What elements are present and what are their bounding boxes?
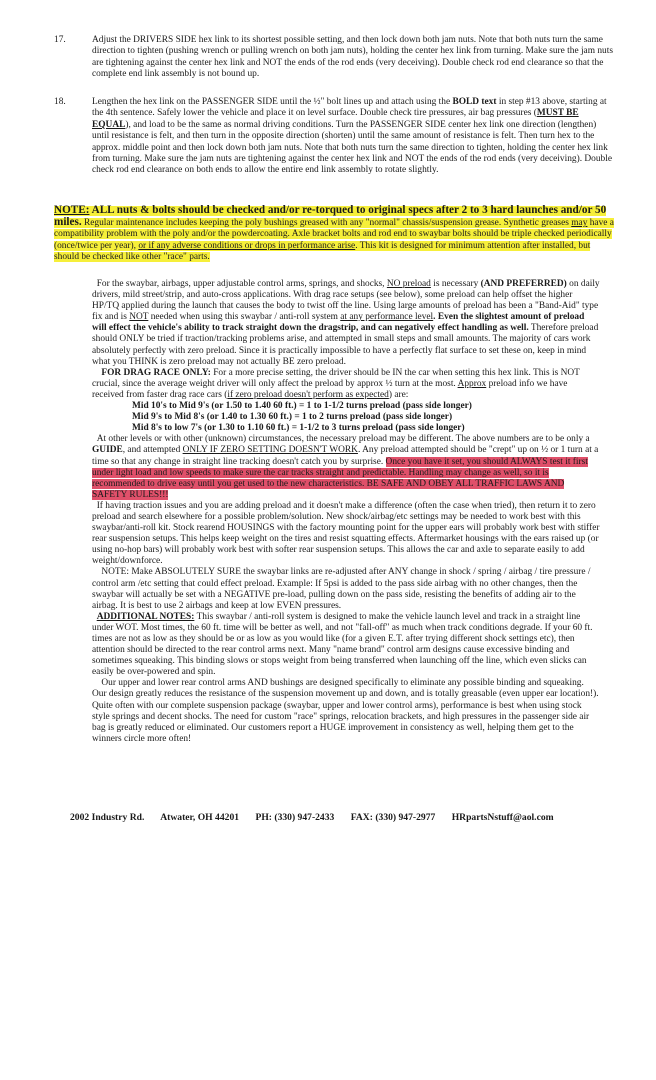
step-bold-text: BOLD text [452,97,497,107]
note-lead: ALL nuts & bolts should be checked and/or re-torqued to original specs after 2 to 3 hard launches and/or 50 miles. [54,204,607,229]
note-text: . This kit is designed for minimum attention after installed, but should be checked like other "race" parts. [54,240,591,262]
footer-city: Atwater, OH 44201 [160,812,240,823]
paragraph-preload-intro: For the swaybar, airbags, upper adjustable control arms, springs, and shocks, NO preload is necessary (AND PREFERRED) on daily drivers, mild street/strip, and auto-cross applications. With drag race setups (see below), some preload can help offset the higher HP/TQ applied during the launch that causes the body to twist off the line. Using large amounts of preload has been a "Band-Aid" type fix and is NOT needed when using this swaybar / anti-roll system at any performance level. Even the slightest amount of preload will effect the vehicle's ability to track straight down the dragstrip, and can negatively effect handling as well. Therefore preload should ONLY be tried if traction/tracking problems arise, and attempted in small steps and small amounts. The majority of cars work absolutely perfectly with zero preload. Since it is practically impossible to have a perfectly flat surface to set these on, keep in mind what you THINK is zero preload may not actually BE zero preload. [92,279,600,367]
safety-warning: Once you have it set, you should ALWAYS test it first under light load and low speeds to make sure the car tracks straight and predictable. Handling may change as well, so it is recommended to drive easy until you get used to the new characteristics. BE SAFE AND OBEY ALL TRAFFIC LAWS AND SAFETY RULES!!! [92,456,588,500]
maintenance-note [54,205,616,263]
paragraph-control-arms: Our upper and lower rear control arms AND bushings are designed specifically to eliminate any possible binding and squeaking. Our design greatly reduces the resistance of the suspension movement up and down, and is totally greasable (even upper ear location!). Quite often with our complete suspension package (swaybar, upper and lower control arms), performance is best when using stock style springs and decent shocks. The need for custom "race" springs, relocation brackets, and high pressures in the passenger side air bag is greatly reduced or eliminated. Our customers report a HUGE improvement in consistency as well, helping them get to the winners circle more often! [92,678,599,744]
note-text: have a compatibility problem with the poly and/or the powdercoating. Axle bracket bolts and rod end to swaybar bolts should be triple checked periodically (once/twice per year), [54,218,614,251]
note-may: may [571,218,588,229]
preload-row: Mid 9's to Mid 8's (or 1.40 to 1.30 60 ft.) = 1 to 2 turns preload (pass side longer) [132,412,453,423]
note-text: Regular maintenance includes keeping the poly bushings greased with any "normal" chassis/suspension grease. Synthetic greases [84,218,569,229]
step-text-part: ), and load to be the same as normal driving conditions. Turn the PASSENGER SIDE center hex link one direction (lengthen) until resistance is felt, and then turn in the opposite direction (shorten) until the same amount of resistance is felt. Then turn hex to the approx. middle point and then lock down both jam nuts. Note that both nuts turn the same direction to tighten, holding the center hex link from turning. Make sure the jam nuts are tightening against the center hex link and NOT the ends of the rod ends (very deceiving). Double check rod end clearance on both ends to allow the entire end link assembly to rotate slightly. [92,119,612,176]
paragraph-drag-race: FOR DRAG RACE ONLY: For a more precise setting, the driver should be IN the car when setting this hex link. This is NOT crucial, since the average weight driver will only affect the preload by approx ½ turn at the most. Approx preload info we have received from faster drag race cars (if zero preload doesn't perform as expected) are: [92,367,580,400]
note-label: NOTE: [54,204,90,216]
step-number: 18. [54,97,66,107]
footer-phone: PH: (330) 947-2433 [255,812,335,823]
paragraph-traction: If having traction issues and you are adding preload and it doesn't make a difference (often the case when tried), then return it to zero preload and search elsewhere for a possible problem/solution. New shock/airbag/etc settings may be needed to work best with this swaybar/anti-roll kit. Stock rearend HOUSINGS with the factory mounting point for the upper ears will probably work best with stiffer rear suspension setups. This helps keep weight on the tires and resist squatting effects. Aftermarket housings with the ears raised up (or using no-hop bars) will probably work best with softer rear suspension setups. This allows the car and axle to separate easily to add weight/downforce. [92,500,600,567]
step-text-part: in step #13 above, starting at the 4th sentence. Safely lower the vehicle and place it on level surface. Double check tire pressures, air bag pressures ( [92,97,607,119]
step-17 [54,35,614,81]
step-text [92,97,614,177]
preload-row: Mid 8's to low 7's (or 1.30 to 1.10 60 ft.) = 1-1/2 to 3 turns preload (pass side longer) [132,423,465,434]
footer-address: 2002 Industry Rd. [70,812,145,823]
paragraph-readjust-note: NOTE: Make ABSOLUTELY SURE the swaybar links are re-adjusted after ANY change in shock / spring / airbag / tire pressure / control arm /etc setting that could effect preload. Example: If 5psi is added to the pass side airbag with no other changes, then the swaybar will actually be set with a NEGATIVE pre-load, pulling down on the pass side, resisting the benefits of adding air to the airbag. It is best to use 2 airbags and keep at low EVEN pressures. [92,567,591,611]
body-section [92,279,600,745]
contact-footer [70,812,590,823]
step-text: Adjust the DRIVERS SIDE hex link to its shortest possible setting, and then lock down both jam nuts. Note that both nuts turn the same direction to tighten (pushing wrench or pulling wrench on both jam nuts), holding the center hex link from turning. Make sure the jam nuts are tightening against the center hex link and NOT the ends of the rod ends (very deceiving). Double check rod end clearance so that the complete end link assembly is not bound up. [92,35,613,80]
step-text-part: Lengthen the hex link on the PASSENGER SIDE until the ½" bolt lines up and attach using the [92,97,451,107]
paragraph-guide: At other levels or with other (unknown) circumstances, the necessary preload may be different. The above numbers are to be only a GUIDE, and attempted ONLY IF ZERO SETTING DOESN'T WORK. Any preload attempted should be "crept" up on ½ or 1 turn at a time so that any change in straight line tracking doesn't catch you by surprise. Once you have it set, you should ALWAYS test it first under light load and low speeds to make sure the car tracks straight and predictable. Handling may change as well, so it is recommended to drive easy until you get used to the new characteristics. BE SAFE AND OBEY ALL TRAFFIC LAWS AND SAFETY RULES!!! [92,434,599,500]
step-number: 17. [54,35,66,45]
paragraph-additional-notes: ADDITIONAL NOTES: This swaybar / anti-roll system is designed to make the vehicle launch level and track in a straight line under WOT. Most times, the 60 ft. time will be better as well, and not "fall-off" as much when track conditions degrade. If your 60 ft. times are not as low as they should be or as low as you would like (for a given E.T. after trying different shock settings etc), then attention should be directed to the rear control arms next. Many "name brand" control arm designs cause excessive binding and sometimes squeaking. This binding slows or stops weight from being transferred when launching off the line, which even slicks can easily be over-powered and spin. [92,611,593,678]
step-18 [54,97,614,177]
must-be-equal-text: MUST BE EQUAL [92,108,579,130]
footer-email: HRpartsNstuff@aol.com [451,812,554,823]
note-underlined: or if any adverse conditions or drops in performance arise [138,240,356,251]
footer-fax: FAX: (330) 947-2977 [350,812,436,823]
preload-row: Mid 10's to Mid 9's (or 1.50 to 1.40 60 ft.) = 1 to 1-1/2 turns preload (pass side longer) [132,401,472,412]
